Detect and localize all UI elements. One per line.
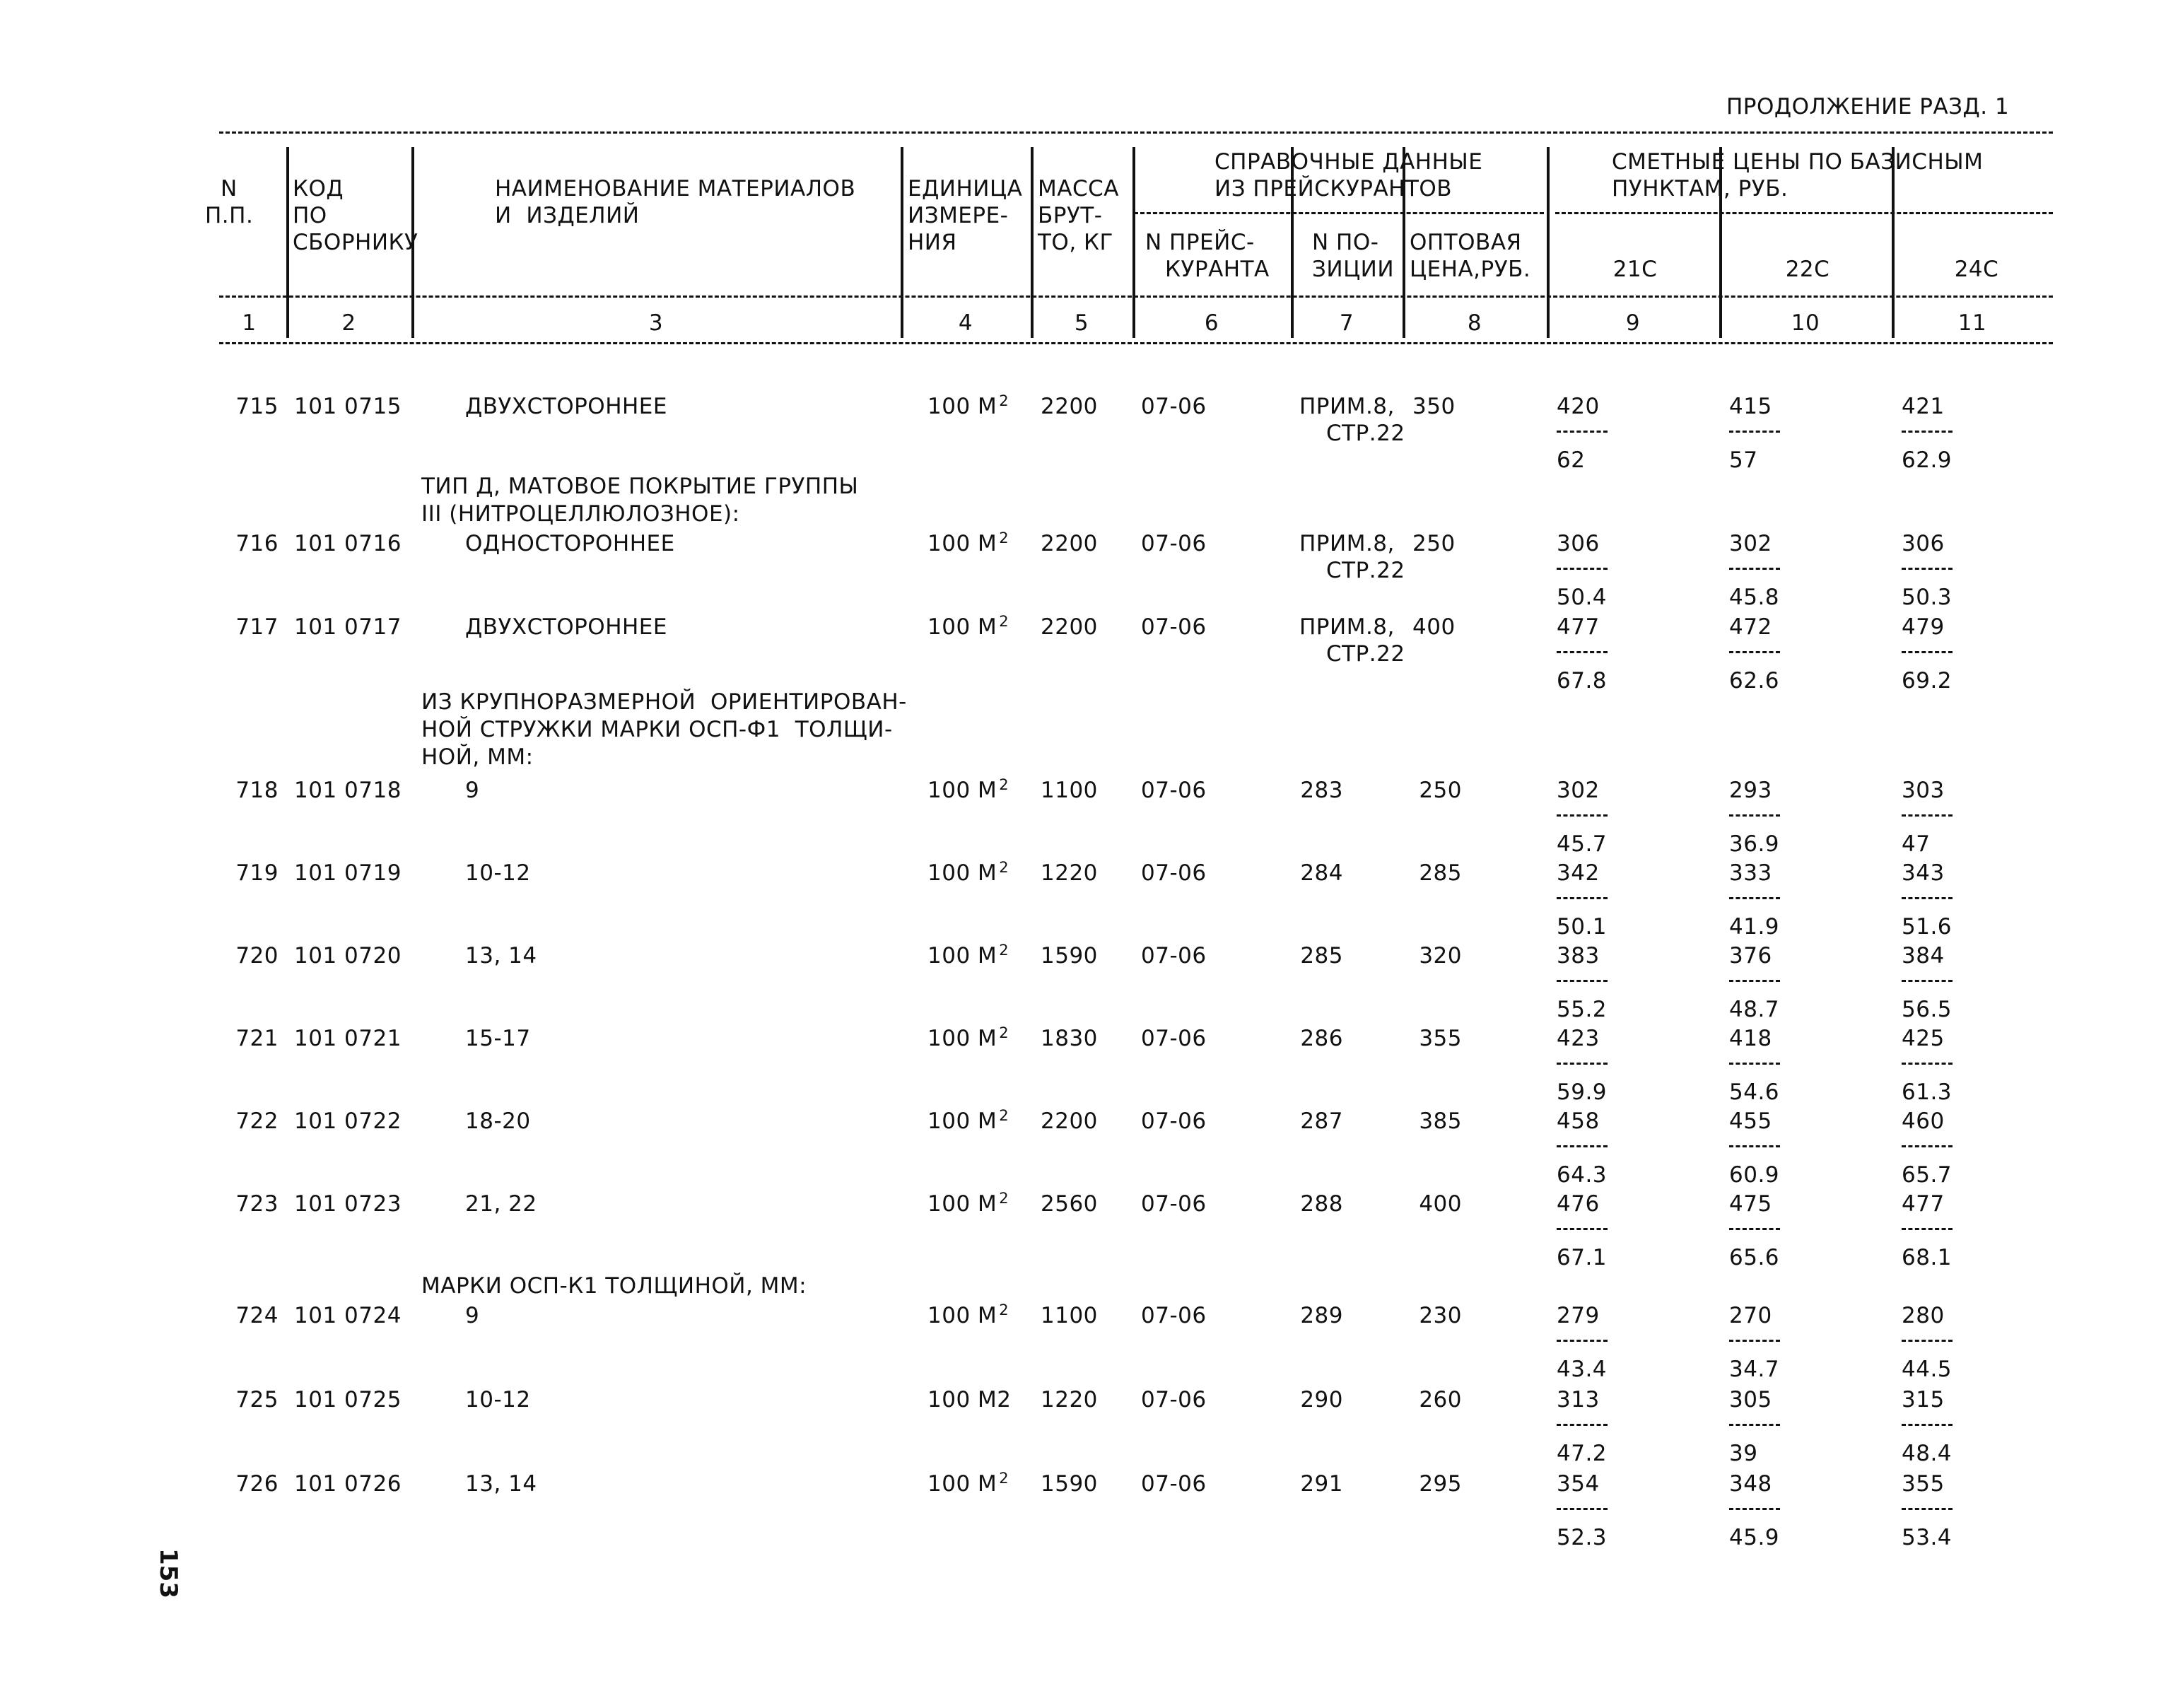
price-24c: 280 [1902, 1303, 1945, 1328]
row-pricelist: 07-06 [1141, 943, 1207, 969]
header-col-n: П.П. [205, 203, 254, 228]
row-number: 722 [235, 1109, 279, 1134]
row-name: 18-20 [465, 1109, 531, 1134]
header-column-number: 11 [1957, 310, 1987, 336]
price-22c: 333 [1729, 860, 1772, 886]
price-22c-denominator: 48.7 [1729, 997, 1780, 1022]
price-21c-denominator: 43.4 [1557, 1357, 1608, 1382]
price-21c: 306 [1557, 531, 1600, 556]
header-rule [219, 131, 2053, 134]
unit-text: 100 М [927, 860, 997, 886]
header-col-name: НАИМЕНОВАНИЕ МАТЕРИАЛОВ [495, 176, 856, 201]
group-heading: МАРКИ ОСП-К1 ТОЛЩИНОЙ, ММ: [421, 1273, 807, 1299]
unit-exponent: 2 [999, 1190, 1009, 1207]
row-mass: 1100 [1041, 1303, 1098, 1328]
fraction-rule [1729, 1508, 1780, 1510]
unit-text: 100 М [927, 1303, 997, 1328]
fraction-rule [1902, 1508, 1953, 1510]
price-22c: 472 [1729, 614, 1772, 640]
header-column-number: 4 [958, 310, 973, 336]
column-separator [1132, 147, 1135, 338]
price-22c-denominator: 65.6 [1729, 1245, 1780, 1270]
price-21c-denominator: 47.2 [1557, 1441, 1608, 1466]
price-22c: 455 [1729, 1109, 1772, 1134]
row-wholesale: 350 [1412, 394, 1456, 419]
row-unit [927, 1470, 1009, 1497]
header-column-number: 6 [1204, 310, 1219, 336]
price-24c-denominator: 48.4 [1902, 1441, 1953, 1466]
fraction-rule [1902, 897, 1953, 899]
price-22c: 270 [1729, 1303, 1772, 1328]
price-24c: 425 [1902, 1026, 1945, 1051]
row-name: ДВУХСТОРОННЕЕ [465, 614, 667, 640]
header-rule [219, 342, 2053, 344]
row-mass: 2200 [1041, 531, 1098, 556]
row-mass: 1590 [1041, 943, 1098, 969]
price-24c: 315 [1902, 1387, 1945, 1412]
row-code: 101 0718 [294, 778, 402, 803]
row-number: 721 [235, 1026, 279, 1051]
header-column-number: 8 [1467, 310, 1482, 336]
price-21c: 342 [1557, 860, 1600, 886]
header-col-mass: МАССА [1038, 176, 1119, 201]
price-24c-denominator: 61.3 [1902, 1080, 1953, 1105]
row-unit [927, 613, 1009, 640]
unit-exponent: 2 [999, 1302, 1009, 1318]
price-21c: 476 [1557, 1191, 1600, 1217]
row-name: 10-12 [465, 860, 531, 886]
header-col-pricelist: N ПРЕЙС- [1145, 230, 1255, 255]
price-22c: 418 [1729, 1026, 1772, 1051]
header-col-unit: ЕДИНИЦА [908, 176, 1023, 201]
row-code: 101 0716 [294, 531, 402, 556]
price-24c: 355 [1902, 1471, 1945, 1497]
unit-text: 100 М [927, 614, 997, 640]
price-24c-denominator: 69.2 [1902, 668, 1953, 694]
column-separator [1892, 147, 1895, 338]
row-position: 291 [1300, 1471, 1343, 1497]
unit-text: 100 М [927, 394, 997, 419]
unit-exponent: 2 [999, 613, 1009, 630]
row-unit [927, 1389, 1012, 1411]
header-subrule [1555, 212, 2053, 214]
running-header: ПРОДОЛЖЕНИЕ РАЗД. 1 [1726, 94, 2010, 119]
row-code: 101 0725 [294, 1387, 402, 1412]
price-22c: 348 [1729, 1471, 1772, 1497]
row-code: 101 0724 [294, 1303, 402, 1328]
fraction-rule [1557, 1063, 1608, 1065]
header-col-name: И ИЗДЕЛИЙ [495, 203, 640, 228]
unit-text: 100 М [927, 531, 997, 556]
header-column-number: 10 [1791, 310, 1820, 336]
header-column-number: 7 [1339, 310, 1354, 336]
header-column-number: 3 [648, 310, 664, 336]
header-col-21c: 21С [1612, 257, 1658, 282]
price-21c-denominator: 52.3 [1557, 1525, 1608, 1550]
fraction-rule [1729, 1228, 1780, 1230]
fraction-rule [1902, 1228, 1953, 1230]
row-position: 290 [1300, 1387, 1343, 1412]
fraction-rule [1729, 1063, 1780, 1065]
row-number: 719 [235, 860, 279, 886]
price-21c-denominator: 62 [1557, 448, 1586, 473]
fraction-rule [1902, 568, 1953, 570]
row-unit [927, 530, 1009, 556]
unit-text: 100 М [927, 1109, 997, 1134]
row-position: ПРИМ.8, [1299, 531, 1395, 556]
fraction-rule [1902, 1424, 1953, 1426]
row-code: 101 0715 [294, 394, 402, 419]
row-pricelist: 07-06 [1141, 394, 1207, 419]
row-position: 289 [1300, 1303, 1343, 1328]
row-code: 101 0717 [294, 614, 402, 640]
header-col-wholesale: ОПТОВАЯ [1410, 230, 1522, 255]
price-24c-denominator: 51.6 [1902, 914, 1953, 940]
group-heading: НОЙ СТРУЖКИ МАРКИ ОСП-Ф1 ТОЛЩИ- [421, 717, 893, 742]
price-24c: 384 [1902, 943, 1945, 969]
row-wholesale: 230 [1419, 1303, 1462, 1328]
header-col-mass: ТО, КГ [1038, 230, 1113, 255]
fraction-rule [1557, 1508, 1608, 1510]
row-pricelist: 07-06 [1141, 1191, 1207, 1217]
column-separator [901, 147, 903, 338]
price-22c: 305 [1729, 1387, 1772, 1412]
fraction-rule [1557, 1424, 1608, 1426]
row-mass: 1590 [1041, 1471, 1098, 1497]
price-21c-denominator: 55.2 [1557, 997, 1608, 1022]
row-wholesale: 260 [1419, 1387, 1462, 1412]
column-separator [1031, 147, 1034, 338]
row-wholesale: 320 [1419, 943, 1462, 969]
column-separator [1547, 147, 1550, 338]
unit-text: 100 М [927, 1191, 997, 1217]
fraction-rule [1902, 1063, 1953, 1065]
header-subrule [1134, 212, 1544, 214]
row-code: 101 0720 [294, 943, 402, 969]
header-column-number: 1 [242, 310, 257, 336]
price-24c: 460 [1902, 1109, 1945, 1134]
row-name: 15-17 [465, 1026, 531, 1051]
row-mass: 1220 [1041, 860, 1098, 886]
price-21c: 423 [1557, 1026, 1600, 1051]
header-group-reference: СПРАВОЧНЫЕ ДАННЫЕ [1214, 149, 1483, 175]
page-number: 153 [154, 1548, 182, 1598]
row-number: 723 [235, 1191, 279, 1217]
price-22c-denominator: 34.7 [1729, 1357, 1780, 1382]
price-22c-denominator: 60.9 [1729, 1162, 1780, 1188]
fraction-rule [1557, 897, 1608, 899]
header-col-code: ПО [293, 203, 327, 228]
fraction-rule [1557, 651, 1608, 653]
fraction-rule [1557, 431, 1608, 433]
row-number: 716 [235, 531, 279, 556]
row-number: 715 [235, 394, 279, 419]
header-col-position: N ПО- [1312, 230, 1379, 255]
price-24c-denominator: 47 [1902, 831, 1931, 857]
price-24c-denominator: 65.7 [1902, 1162, 1953, 1188]
row-code: 101 0721 [294, 1026, 402, 1051]
row-name: 13, 14 [465, 943, 537, 969]
price-24c-denominator: 62.9 [1902, 448, 1953, 473]
price-22c: 302 [1729, 531, 1772, 556]
row-position: 288 [1300, 1191, 1343, 1217]
fraction-rule [1557, 1145, 1608, 1147]
row-wholesale: 285 [1419, 860, 1462, 886]
row-wholesale: 400 [1419, 1191, 1462, 1217]
header-col-n: N [221, 176, 238, 201]
price-24c-denominator: 56.5 [1902, 997, 1953, 1022]
row-pricelist: 07-06 [1141, 1471, 1207, 1497]
row-position: 286 [1300, 1026, 1343, 1051]
row-pricelist: 07-06 [1141, 1109, 1207, 1134]
unit-exponent: 2 [999, 530, 1009, 546]
header-column-number: 5 [1074, 310, 1089, 336]
row-pricelist: 07-06 [1141, 860, 1207, 886]
unit-exponent: 2 [999, 776, 1009, 793]
fraction-rule [1729, 431, 1780, 433]
unit-text: 100 М [927, 1026, 997, 1051]
row-wholesale: 295 [1419, 1471, 1462, 1497]
price-24c-denominator: 44.5 [1902, 1357, 1953, 1382]
row-number: 726 [235, 1471, 279, 1497]
unit-exponent: 2 [999, 1107, 1009, 1124]
price-24c-denominator: 68.1 [1902, 1245, 1953, 1270]
row-mass: 1100 [1041, 778, 1098, 803]
price-21c-denominator: 50.1 [1557, 914, 1608, 940]
price-22c: 415 [1729, 394, 1772, 419]
header-col-24c: 24С [1954, 257, 1999, 282]
row-position-page: СТР.22 [1326, 641, 1405, 667]
price-21c: 383 [1557, 943, 1600, 969]
header-col-22c: 22С [1785, 257, 1830, 282]
row-name: 10-12 [465, 1387, 531, 1412]
unit-exponent: 2 [999, 942, 1009, 959]
row-unit [927, 392, 1009, 419]
price-21c-denominator: 59.9 [1557, 1080, 1608, 1105]
row-unit [927, 942, 1009, 969]
fraction-rule [1557, 1340, 1608, 1342]
header-col-wholesale: ЦЕНА,РУБ. [1410, 257, 1531, 282]
row-number: 724 [235, 1303, 279, 1328]
price-22c-denominator: 54.6 [1729, 1080, 1780, 1105]
price-22c-denominator: 57 [1729, 448, 1758, 473]
unit-text: 100 М [927, 778, 997, 803]
fraction-rule [1729, 1424, 1780, 1426]
price-24c-denominator: 53.4 [1902, 1525, 1953, 1550]
row-name: 9 [465, 1303, 480, 1328]
row-position: ПРИМ.8, [1299, 394, 1395, 419]
price-22c: 376 [1729, 943, 1772, 969]
fraction-rule [1902, 814, 1953, 817]
header-group-prices: ПУНКТАМ, РУБ. [1612, 176, 1789, 201]
row-wholesale: 250 [1419, 778, 1462, 803]
unit-text: 100 М [927, 943, 997, 969]
fraction-rule [1902, 431, 1953, 433]
row-number: 717 [235, 614, 279, 640]
price-21c: 354 [1557, 1471, 1600, 1497]
header-col-unit: НИЯ [908, 230, 957, 255]
row-name: 21, 22 [465, 1191, 537, 1217]
header-col-mass: БРУТ- [1038, 203, 1103, 228]
price-24c: 306 [1902, 531, 1945, 556]
header-column-number: 2 [341, 310, 356, 336]
fraction-rule [1729, 651, 1780, 653]
price-24c: 303 [1902, 778, 1945, 803]
row-name: 9 [465, 778, 480, 803]
row-name: ОДНОСТОРОННЕЕ [465, 531, 675, 556]
row-name: ДВУХСТОРОННЕЕ [465, 394, 667, 419]
row-number: 720 [235, 943, 279, 969]
fraction-rule [1902, 1145, 1953, 1147]
price-21c-denominator: 67.8 [1557, 668, 1608, 694]
price-21c: 279 [1557, 1303, 1600, 1328]
price-22c-denominator: 41.9 [1729, 914, 1780, 940]
row-unit [927, 859, 1009, 886]
header-col-pricelist: КУРАНТА [1165, 257, 1270, 282]
row-pricelist: 07-06 [1141, 1387, 1207, 1412]
unit-exponent: 2 [999, 859, 1009, 876]
row-unit [927, 776, 1009, 803]
row-mass: 1220 [1041, 1387, 1098, 1412]
header-col-unit: ИЗМЕРЕ- [908, 203, 1009, 228]
price-22c-denominator: 45.9 [1729, 1525, 1780, 1550]
row-wholesale: 250 [1412, 531, 1456, 556]
price-22c: 293 [1729, 778, 1772, 803]
row-position: 284 [1300, 860, 1343, 886]
unit-text: 100 М [927, 1471, 997, 1497]
row-position: ПРИМ.8, [1299, 614, 1395, 640]
row-unit [927, 1024, 1009, 1051]
row-number: 718 [235, 778, 279, 803]
fraction-rule [1729, 1340, 1780, 1342]
fraction-rule [1557, 1228, 1608, 1230]
row-pricelist: 07-06 [1141, 1303, 1207, 1328]
fraction-rule [1902, 651, 1953, 653]
row-position-page: СТР.22 [1326, 421, 1405, 446]
row-position: 287 [1300, 1109, 1343, 1134]
fraction-rule [1557, 814, 1608, 817]
price-21c-denominator: 45.7 [1557, 831, 1608, 857]
fraction-rule [1902, 1340, 1953, 1342]
price-24c: 479 [1902, 614, 1945, 640]
price-21c: 313 [1557, 1387, 1600, 1412]
fraction-rule [1729, 980, 1780, 982]
fraction-rule [1902, 980, 1953, 982]
row-position: 285 [1300, 943, 1343, 969]
unit-exponent: 2 [999, 1470, 1009, 1487]
price-21c-denominator: 64.3 [1557, 1162, 1608, 1188]
row-position-page: СТР.22 [1326, 558, 1405, 583]
unit-exponent: 2 [999, 1024, 1009, 1041]
row-pricelist: 07-06 [1141, 531, 1207, 556]
row-code: 101 0726 [294, 1471, 402, 1497]
fraction-rule [1729, 814, 1780, 817]
header-col-position: ЗИЦИИ [1312, 257, 1395, 282]
price-21c-denominator: 50.4 [1557, 585, 1608, 610]
row-mass: 2200 [1041, 394, 1098, 419]
group-heading: НОЙ, ММ: [421, 744, 534, 770]
price-22c-denominator: 62.6 [1729, 668, 1780, 694]
price-24c-denominator: 50.3 [1902, 585, 1953, 610]
row-wholesale: 385 [1419, 1109, 1462, 1134]
price-21c: 420 [1557, 394, 1600, 419]
row-pricelist: 07-06 [1141, 614, 1207, 640]
price-22c-denominator: 36.9 [1729, 831, 1780, 857]
header-rule [219, 296, 2053, 298]
price-22c-denominator: 39 [1729, 1441, 1758, 1466]
group-heading: ТИП Д, МАТОВОЕ ПОКРЫТИЕ ГРУППЫ [421, 474, 859, 499]
row-code: 101 0722 [294, 1109, 402, 1134]
row-code: 101 0723 [294, 1191, 402, 1217]
price-21c-denominator: 67.1 [1557, 1245, 1608, 1270]
header-group-reference: ИЗ ПРЕЙСКУРАНТОВ [1214, 176, 1453, 201]
price-22c: 475 [1729, 1191, 1772, 1217]
header-column-number: 9 [1625, 310, 1641, 336]
price-24c: 421 [1902, 394, 1945, 419]
header-col-code: СБОРНИКУ [293, 230, 418, 255]
row-wholesale: 400 [1412, 614, 1456, 640]
row-name: 13, 14 [465, 1471, 537, 1497]
price-21c: 302 [1557, 778, 1600, 803]
group-heading: ИЗ КРУПНОРАЗМЕРНОЙ ОРИЕНТИРОВАН- [421, 689, 907, 715]
row-wholesale: 355 [1419, 1026, 1462, 1051]
row-mass: 2200 [1041, 614, 1098, 640]
row-mass: 2560 [1041, 1191, 1098, 1217]
column-separator [286, 147, 289, 338]
unit-text: 100 М2 [927, 1387, 1012, 1412]
row-pricelist: 07-06 [1141, 778, 1207, 803]
price-21c: 458 [1557, 1109, 1600, 1134]
row-number: 725 [235, 1387, 279, 1412]
row-mass: 1830 [1041, 1026, 1098, 1051]
row-unit [927, 1107, 1009, 1134]
row-pricelist: 07-06 [1141, 1026, 1207, 1051]
fraction-rule [1557, 568, 1608, 570]
price-24c: 343 [1902, 860, 1945, 886]
row-mass: 2200 [1041, 1109, 1098, 1134]
row-unit [927, 1302, 1009, 1328]
header-col-code: КОД [293, 176, 344, 201]
price-24c: 477 [1902, 1191, 1945, 1217]
price-21c: 477 [1557, 614, 1600, 640]
fraction-rule [1729, 1145, 1780, 1147]
fraction-rule [1729, 897, 1780, 899]
fraction-rule [1729, 568, 1780, 570]
row-code: 101 0719 [294, 860, 402, 886]
row-position: 283 [1300, 778, 1343, 803]
fraction-rule [1557, 980, 1608, 982]
row-unit [927, 1190, 1009, 1217]
price-22c-denominator: 45.8 [1729, 585, 1780, 610]
unit-exponent: 2 [999, 392, 1009, 409]
header-group-prices: СМЕТНЫЕ ЦЕНЫ ПО БАЗИСНЫМ [1612, 149, 1984, 175]
group-heading: III (НИТРОЦЕЛЛЮЛОЗНОЕ): [421, 501, 740, 527]
